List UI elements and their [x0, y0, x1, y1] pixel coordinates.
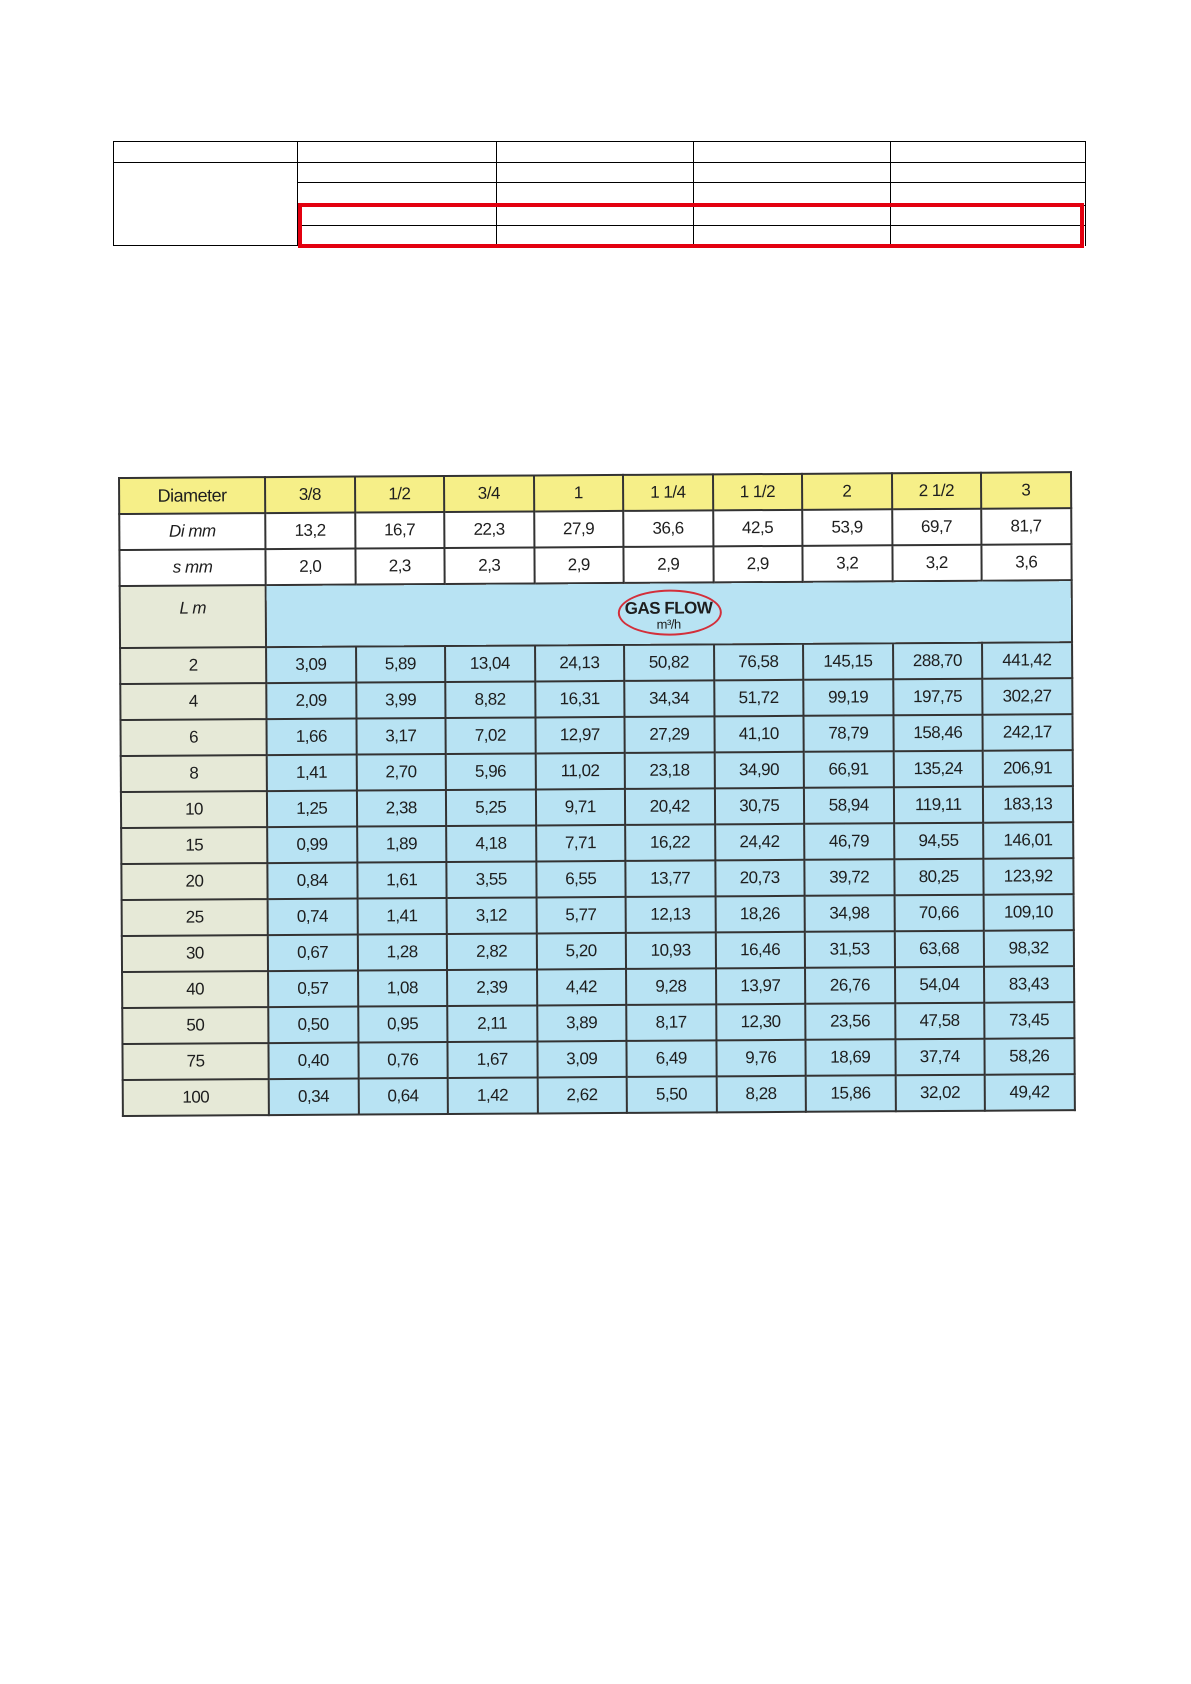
grid-line	[113, 162, 1086, 163]
thickness-cell: 2,9	[623, 546, 713, 583]
inner-diameter-cell: 16,7	[355, 512, 445, 549]
grid-line	[113, 141, 114, 246]
flow-value-cell: 2,82	[447, 933, 537, 970]
length-cell: 50	[122, 1007, 268, 1044]
flow-value-cell: 51,72	[714, 680, 804, 717]
flow-value-cell: 1,89	[357, 826, 447, 863]
grid-line	[113, 141, 1086, 142]
flow-value-cell: 0,84	[267, 863, 357, 900]
flow-value-cell: 34,90	[714, 752, 804, 789]
gas-flow-title: GAS FLOW	[624, 597, 713, 618]
flow-value-cell: 3,09	[266, 647, 356, 684]
flow-value-cell: 1,41	[357, 898, 447, 935]
flow-value-cell: 24,13	[535, 645, 625, 682]
table-row	[122, 1038, 1074, 1080]
length-cell: 10	[121, 791, 267, 828]
flow-value-cell: 1,61	[357, 862, 447, 899]
flow-value-cell: 78,79	[803, 715, 893, 752]
flow-value-cell: 5,20	[536, 933, 626, 970]
flow-value-cell: 99,19	[803, 679, 893, 716]
flow-value-cell: 12,97	[535, 717, 625, 754]
diameter-cell: 3	[981, 472, 1071, 509]
flow-value-cell: 197,75	[893, 679, 983, 716]
flow-value-cell: 2,39	[447, 969, 537, 1006]
diameter-cell: 1/2	[355, 476, 445, 513]
length-cell: 6	[120, 719, 266, 756]
table-row	[121, 750, 1073, 792]
flow-value-cell: 66,91	[804, 751, 894, 788]
flow-value-cell: 11,02	[535, 753, 625, 790]
flow-value-cell: 2,38	[356, 790, 446, 827]
flow-value-cell: 54,04	[895, 967, 985, 1004]
flow-value-cell: 6,55	[536, 861, 626, 898]
flow-value-cell: 4,42	[537, 969, 627, 1006]
diameter-cell: 2	[802, 473, 892, 510]
table-row	[121, 786, 1073, 828]
flow-value-cell: 0,50	[268, 1007, 358, 1044]
thickness-cell: 2,9	[713, 546, 803, 583]
inner-diameter-cell: 27,9	[534, 511, 624, 548]
flow-value-cell: 242,17	[982, 714, 1072, 751]
inner-diameter-cell: 42,5	[713, 510, 803, 547]
table-row	[121, 822, 1073, 864]
flow-value-cell: 119,11	[893, 787, 983, 824]
flow-value-cell: 1,08	[358, 970, 448, 1007]
table-row	[122, 894, 1074, 936]
table-row	[122, 930, 1074, 972]
flow-value-cell: 206,91	[983, 750, 1073, 787]
diameter-cell: 2 1/2	[891, 473, 981, 510]
flow-value-cell: 83,43	[984, 966, 1074, 1003]
grid-line	[1085, 141, 1086, 246]
inner-diameter-cell: 13,2	[265, 513, 355, 550]
flow-value-cell: 7,02	[445, 717, 535, 754]
flow-value-cell: 1,42	[448, 1077, 538, 1114]
flow-value-cell: 37,74	[895, 1039, 985, 1076]
length-cell: 40	[122, 971, 268, 1008]
gas-table-body	[119, 472, 1074, 1116]
flow-value-cell: 0,64	[358, 1078, 448, 1115]
flow-value-cell: 0,76	[358, 1042, 448, 1079]
flow-value-cell: 8,82	[445, 681, 535, 718]
flow-value-cell: 41,10	[714, 716, 804, 753]
grid-line	[297, 182, 1086, 183]
flow-value-cell: 7,71	[536, 825, 626, 862]
flow-value-cell: 32,02	[895, 1075, 985, 1112]
thickness-label: s mm	[119, 549, 265, 586]
table-row	[122, 1002, 1074, 1044]
diameter-label: Diameter	[119, 477, 265, 514]
flow-value-cell: 0,99	[267, 827, 357, 864]
flow-value-cell: 24,42	[715, 824, 805, 861]
flow-value-cell: 31,53	[805, 931, 895, 968]
thickness-cell: 2,3	[355, 548, 445, 585]
flow-value-cell: 58,94	[804, 787, 894, 824]
thickness-cell: 3,6	[981, 544, 1071, 581]
inner-diameter-label: Di mm	[119, 513, 265, 550]
diameter-cell: 1	[533, 475, 623, 512]
flow-value-cell: 1,41	[267, 755, 357, 792]
inner-diameter-cell: 69,7	[892, 509, 982, 546]
flow-value-cell: 18,26	[715, 896, 805, 933]
flow-value-cell: 5,89	[356, 646, 446, 683]
flow-value-cell: 23,18	[625, 752, 715, 789]
flow-value-cell: 34,34	[624, 680, 714, 717]
flow-value-cell: 9,71	[535, 789, 625, 826]
flow-value-cell: 0,57	[268, 971, 358, 1008]
flow-value-cell: 0,67	[268, 935, 358, 972]
flow-value-cell: 3,17	[356, 718, 446, 755]
gas-flow-table	[118, 471, 1075, 1117]
flow-value-cell: 135,24	[893, 751, 983, 788]
flow-value-cell: 58,26	[984, 1038, 1074, 1075]
table-row	[123, 1074, 1075, 1116]
flow-value-cell: 12,13	[626, 896, 716, 933]
flow-value-cell: 3,99	[356, 682, 446, 719]
flow-value-cell: 46,79	[804, 823, 894, 860]
flow-value-cell: 50,82	[624, 644, 714, 681]
flow-value-cell: 70,66	[894, 895, 984, 932]
gas-flow-unit: m³/h	[656, 616, 681, 632]
diameter-cell: 3/8	[265, 477, 355, 514]
flow-value-cell: 5,25	[446, 789, 536, 826]
flow-value-cell: 0,95	[358, 1006, 448, 1043]
gas-flow-header-row	[120, 580, 1072, 648]
gas-flow-header	[266, 580, 1072, 647]
length-cell: 25	[122, 899, 268, 936]
flow-value-cell: 302,27	[982, 678, 1072, 715]
diameter-row	[119, 472, 1071, 514]
flow-value-cell: 8,28	[716, 1076, 806, 1113]
flow-value-cell: 2,11	[447, 1005, 537, 1042]
flow-value-cell: 76,58	[714, 644, 804, 681]
flow-value-cell: 6,49	[626, 1040, 716, 1077]
flow-value-cell: 145,15	[803, 643, 893, 680]
flow-value-cell: 3,89	[537, 1005, 627, 1042]
length-cell: 75	[122, 1043, 268, 1080]
flow-value-cell: 5,96	[446, 753, 536, 790]
flow-value-cell: 1,28	[357, 934, 447, 971]
flow-value-cell: 9,28	[626, 968, 716, 1005]
flow-value-cell: 27,29	[624, 716, 714, 753]
red-highlight-box	[298, 203, 1084, 248]
length-cell: 4	[120, 683, 266, 720]
flow-value-cell: 3,55	[446, 861, 536, 898]
flow-value-cell: 441,42	[982, 642, 1072, 679]
length-cell: 15	[121, 827, 267, 864]
flow-value-cell: 123,92	[983, 858, 1073, 895]
table-row	[121, 858, 1073, 900]
flow-value-cell: 5,77	[536, 897, 626, 934]
diameter-cell: 1 1/2	[712, 474, 802, 511]
flow-value-cell: 34,98	[805, 895, 895, 932]
length-cell: 20	[121, 863, 267, 900]
thickness-row	[119, 544, 1071, 586]
flow-value-cell: 109,10	[984, 894, 1074, 931]
flow-value-cell: 4,18	[446, 825, 536, 862]
grid-line	[113, 245, 299, 246]
table-row	[120, 642, 1072, 684]
flow-value-cell: 49,42	[985, 1074, 1075, 1111]
flow-value-cell: 73,45	[984, 1002, 1074, 1039]
thickness-cell: 3,2	[892, 545, 982, 582]
flow-value-cell: 1,25	[267, 791, 357, 828]
flow-value-cell: 12,30	[716, 1004, 806, 1041]
flow-value-cell: 2,70	[356, 754, 446, 791]
flow-value-cell: 15,86	[806, 1075, 896, 1112]
flow-value-cell: 94,55	[894, 823, 984, 860]
flow-value-cell: 13,77	[625, 860, 715, 897]
flow-value-cell: 9,76	[716, 1040, 806, 1077]
flow-value-cell: 288,70	[893, 643, 983, 680]
flow-value-cell: 16,22	[625, 824, 715, 861]
flow-value-cell: 158,46	[893, 715, 983, 752]
inner-diameter-cell: 36,6	[623, 510, 713, 547]
table-row	[120, 714, 1072, 756]
inner-diameter-cell: 81,7	[981, 508, 1071, 545]
flow-value-cell: 47,58	[895, 1003, 985, 1040]
flow-value-cell: 3,09	[537, 1041, 627, 1078]
flow-value-cell: 2,09	[266, 683, 356, 720]
flow-value-cell: 80,25	[894, 859, 984, 896]
flow-value-cell: 10,93	[626, 932, 716, 969]
flow-value-cell: 183,13	[983, 786, 1073, 823]
flow-value-cell: 63,68	[894, 931, 984, 968]
flow-value-cell: 2,62	[537, 1077, 627, 1114]
flow-value-cell: 0,40	[268, 1043, 358, 1080]
diameter-cell: 3/4	[444, 475, 534, 512]
inner-diameter-cell: 53,9	[802, 509, 892, 546]
flow-value-cell: 20,42	[625, 788, 715, 825]
flow-value-cell: 98,32	[984, 930, 1074, 967]
length-cell: 100	[123, 1079, 269, 1116]
length-label: L m	[120, 585, 266, 648]
flow-value-cell: 26,76	[805, 967, 895, 1004]
length-cell: 8	[121, 755, 267, 792]
flow-value-cell: 1,67	[447, 1041, 537, 1078]
length-cell: 30	[122, 935, 268, 972]
flow-value-cell: 39,72	[804, 859, 894, 896]
flow-value-cell: 16,31	[535, 681, 625, 718]
flow-value-cell: 0,34	[269, 1079, 359, 1116]
flow-value-cell: 0,74	[268, 899, 358, 936]
flow-value-cell: 20,73	[715, 860, 805, 897]
flow-value-cell: 5,50	[627, 1076, 717, 1113]
flow-value-cell: 30,75	[714, 788, 804, 825]
length-cell: 2	[120, 647, 266, 684]
flow-value-cell: 13,04	[445, 645, 535, 682]
thickness-cell: 3,2	[802, 545, 892, 582]
table-row	[120, 678, 1072, 720]
flow-value-cell: 146,01	[983, 822, 1073, 859]
flow-value-cell: 13,97	[716, 968, 806, 1005]
diameter-cell: 1 1/4	[623, 474, 713, 511]
thickness-cell: 2,9	[534, 547, 624, 584]
thickness-cell: 2,0	[265, 549, 355, 586]
flow-value-cell: 23,56	[805, 1003, 895, 1040]
flow-value-cell: 1,66	[266, 719, 356, 756]
flow-value-cell: 16,46	[715, 932, 805, 969]
flow-value-cell: 18,69	[805, 1039, 895, 1076]
flow-value-cell: 3,12	[447, 897, 537, 934]
thickness-cell: 2,3	[444, 547, 534, 584]
inner-diameter-cell: 22,3	[444, 511, 534, 548]
inner-diameter-row	[119, 508, 1071, 550]
flow-value-cell: 8,17	[626, 1004, 716, 1041]
table-row	[122, 966, 1074, 1008]
